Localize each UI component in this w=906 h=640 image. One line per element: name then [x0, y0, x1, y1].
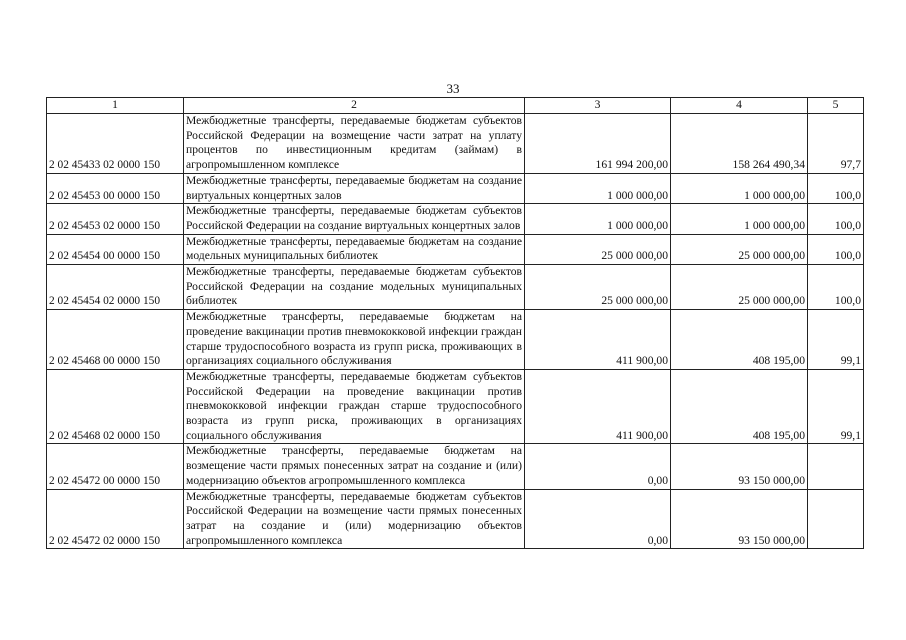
row-percent — [808, 489, 864, 549]
row-code: 2 02 45453 02 0000 150 — [47, 204, 184, 234]
table-row — [47, 310, 864, 370]
row-description: Межбюджетные трансферты, передаваемые бюджетам на создание модельных муниципальных библиотек — [184, 234, 525, 264]
table-row — [47, 489, 864, 549]
row-description: Межбюджетные трансферты, передаваемые бюджетам на проведение вакцинации против пневмококковой инфекции граждан старше трудоспособного возраста из групп риска, проживающих в организациях социального обслуживания — [184, 310, 525, 370]
row-plan-amount: 0,00 — [525, 489, 671, 549]
row-code: 2 02 45468 02 0000 150 — [47, 369, 184, 444]
table-row — [47, 114, 864, 174]
row-description: Межбюджетные трансферты, передаваемые бюджетам субъектов Российской Федерации на проведение вакцинации против пневмококковой инфекции граждан старше трудоспособного возраста из групп риска, проживающих в организациях социального обслуживания — [184, 369, 525, 444]
row-percent: 100,0 — [808, 265, 864, 310]
row-plan-amount: 25 000 000,00 — [525, 265, 671, 310]
row-description: Межбюджетные трансферты, передаваемые бюджетам на возмещение части прямых понесенных затрат на создание и (или) модернизацию объектов агропромышленного комплекса — [184, 444, 525, 489]
row-plan-amount: 411 900,00 — [525, 310, 671, 370]
header-row — [47, 98, 864, 114]
row-code: 2 02 45454 02 0000 150 — [47, 265, 184, 310]
row-code: 2 02 45472 02 0000 150 — [47, 489, 184, 549]
row-percent: 100,0 — [808, 173, 864, 203]
row-description: Межбюджетные трансферты, передаваемые бюджетам субъектов Российской Федерации на создание модельных муниципальных библиотек — [184, 265, 525, 310]
table-row — [47, 444, 864, 489]
row-actual-amount: 408 195,00 — [671, 369, 808, 444]
column-header-actual: 4 — [671, 98, 808, 114]
column-header-code: 1 — [47, 98, 184, 114]
row-description: Межбюджетные трансферты, передаваемые бюджетам субъектов Российской Федерации на создание виртуальных концертных залов — [184, 204, 525, 234]
table-row — [47, 234, 864, 264]
row-plan-amount: 1 000 000,00 — [525, 204, 671, 234]
row-code: 2 02 45453 00 0000 150 — [47, 173, 184, 203]
row-actual-amount: 25 000 000,00 — [671, 265, 808, 310]
column-header-percent: 5 — [808, 98, 864, 114]
table-row — [47, 265, 864, 310]
row-actual-amount: 25 000 000,00 — [671, 234, 808, 264]
row-description: Межбюджетные трансферты, передаваемые бюджетам субъектов Российской Федерации на возмещение части прямых понесенных затрат на создание и (или) модернизацию объектов агропромышленного комплекса — [184, 489, 525, 549]
row-actual-amount: 93 150 000,00 — [671, 489, 808, 549]
row-actual-amount: 1 000 000,00 — [671, 204, 808, 234]
row-plan-amount: 411 900,00 — [525, 369, 671, 444]
row-actual-amount: 158 264 490,34 — [671, 114, 808, 174]
row-plan-amount: 161 994 200,00 — [525, 114, 671, 174]
column-header-plan: 3 — [525, 98, 671, 114]
row-description: Межбюджетные трансферты, передаваемые бюджетам субъектов Российской Федерации на возмещение части затрат на уплату процентов по инвестиционным кредитам (займам) в агропромышленном комплексе — [184, 114, 525, 174]
column-header-description: 2 — [184, 98, 525, 114]
table-row — [47, 204, 864, 234]
row-code: 2 02 45454 00 0000 150 — [47, 234, 184, 264]
row-plan-amount: 25 000 000,00 — [525, 234, 671, 264]
row-percent: 99,1 — [808, 369, 864, 444]
row-percent: 99,1 — [808, 310, 864, 370]
row-percent: 97,7 — [808, 114, 864, 174]
row-actual-amount: 408 195,00 — [671, 310, 808, 370]
row-code: 2 02 45433 02 0000 150 — [47, 114, 184, 174]
row-code: 2 02 45468 00 0000 150 — [47, 310, 184, 370]
row-plan-amount: 0,00 — [525, 444, 671, 489]
row-description: Межбюджетные трансферты, передаваемые бюджетам на создание виртуальных концертных залов — [184, 173, 525, 203]
budget-table — [46, 97, 864, 549]
row-percent — [808, 444, 864, 489]
table-row — [47, 173, 864, 203]
row-code: 2 02 45472 00 0000 150 — [47, 444, 184, 489]
row-plan-amount: 1 000 000,00 — [525, 173, 671, 203]
row-actual-amount: 93 150 000,00 — [671, 444, 808, 489]
page-number: 33 — [446, 81, 460, 96]
row-percent: 100,0 — [808, 204, 864, 234]
row-percent: 100,0 — [808, 234, 864, 264]
row-actual-amount: 1 000 000,00 — [671, 173, 808, 203]
table-row — [47, 369, 864, 444]
